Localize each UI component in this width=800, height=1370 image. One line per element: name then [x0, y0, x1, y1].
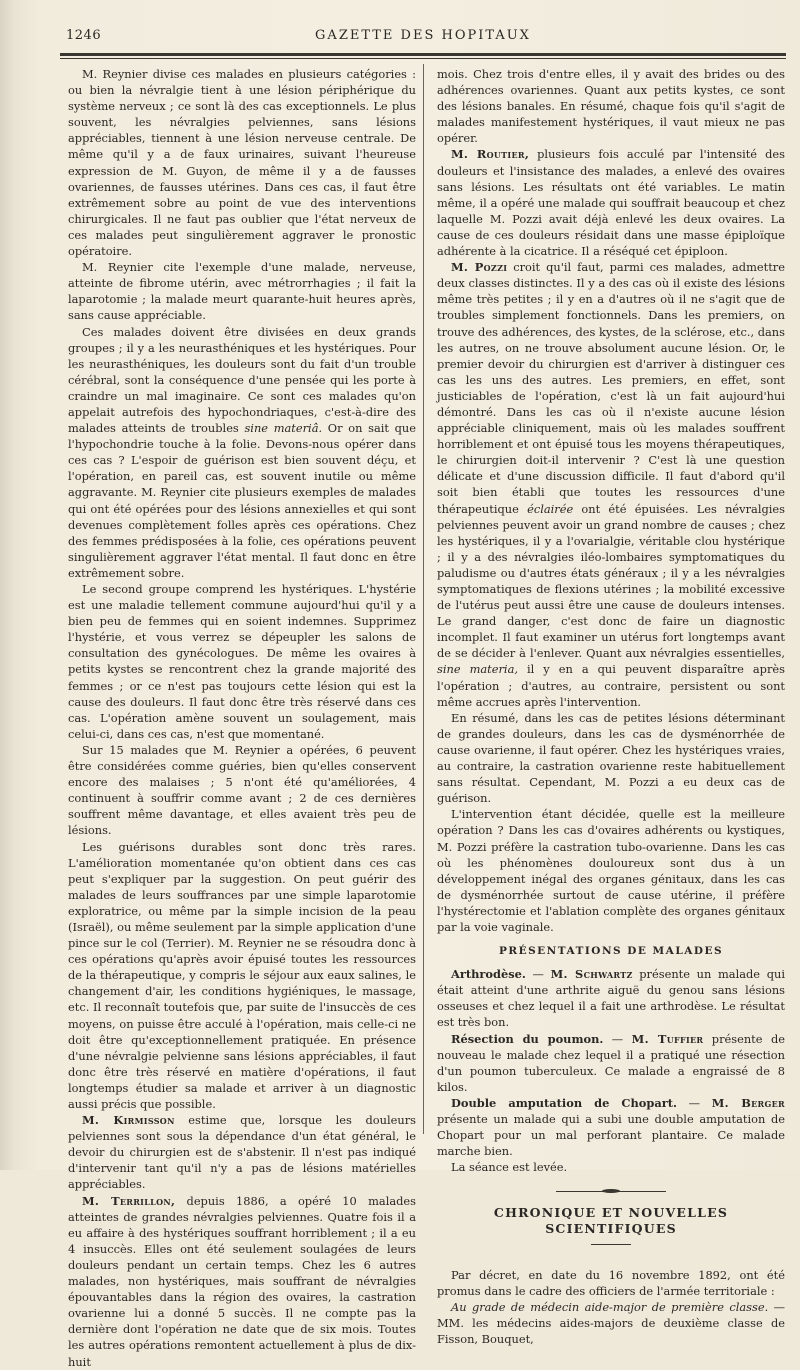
right-column	[437, 66, 785, 1347]
text-run: croit qu'il faut, parmi ces malades, admettre deux classes distinctes. Il y a des cas où il existe des lésions même très petites ; il y en a d'autres où il ne s'agit que de troubles simplement fonctionnels. Dans les premiers, on trouve des adhérences, des kystes, de la sclérose, etc., dans les autres, on ne trouve absolument aucune lésion. Or, le premier devoir du chirurgien est d'arriver à distinguer ces cas les uns des autres. Les premiers, en effet, sont justiciables de l'opération, c'est là un fait aujourd'hui démontré. Dans les cas où il n'existe aucune lésion appréciable cliniquement, mais où les malades souffrent horriblement et ont épuisé tous les moyens thérapeutiques, le chirurgien doit-il intervenir ? C'est là une question délicate et d'une discussion difficile. Il faut d'abord qu'il soit bien établi que toutes les ressources d'une thérapeutique	[437, 260, 785, 516]
paragraph: Par décret, en date du 16 novembre 1892, ont été promus dans le cadre des officiers de l'armée territoriale :	[437, 1267, 785, 1298]
paragraph	[437, 259, 785, 710]
paragraph: M. Reynier cite l'exemple d'une malade, nerveuse, atteinte de fibrome utérin, avec métrorrhagies ; il fait la laparotomie ; la malade meurt quarante-huit heures après, sans cause appréciable.	[68, 260, 416, 323]
speaker-name: M. Routier,	[451, 147, 530, 162]
text-run: ont été épuisées. Les névralgies pelviennes peuvent avoir un grand nombre de causes ; chez les hystériques, il y a l'ovarialgie, véritable clou hystérique ; il y a des névralgies iléo-lombaires symptomatiques du paludisme ou d'autres états généraux ; il y a les névralgies symptomatiques de flexions utérines ; la mobilité excessive de l'utérus peut aussi être une cause de douleurs intenses. Le grand danger, c'est donc de faire un diagnostic incomplet. Il faut examiner un utérus fort longtemps avant de se décider à l'enlever. Quant aux névralgies essentielles,	[437, 501, 785, 661]
paragraph: M. Reynier divise ces malades en plusieurs catégories : ou bien la névralgie tient à une lésion périphérique du système nerveux ; ce sont là des cas exceptionnels. Le plus souvent, les névralgies pelviennes, sans lésions appréciables, tiennent à une lésion nerveuse centrale. De même qu'il y a de faux urinaires, suivant l'heureuse expression de M. Guyon, de même il y a de fausses ovariennes, de fausses utérines. Dans ces cas, il faut être extrêmement sobre au point de vue des interventions chirurgicales. Il ne faut pas oublier que l'état nerveux de ces malades peut singulièrement aggraver le pronostic opératoire.	[68, 67, 416, 259]
text-run: présente un malade qui a subi une double amputation de Chopart pour un mal perforant plantaire. Ce malade marche bien.	[437, 1112, 785, 1159]
italic-run: sine materiâ.	[244, 421, 323, 436]
speaker-name: M. Pozzi	[451, 260, 508, 275]
paragraph: La séance est levée.	[451, 1160, 568, 1175]
speaker-name: M. Berger	[711, 1095, 785, 1110]
short-rule	[591, 1244, 631, 1245]
paragraph: Le second groupe comprend les hystériques. L'hystérie est une maladie tellement commune aujourd'hui qu'il y a bien peu de femmes qui en soient indemnes. Supprimez l'hystérie, et vous verrez se dépeupler les salons de consultation des gynécologues. De même les ovaires à petits kystes se rencontrent chez la grande majorité des femmes ; or ce n'est pas toujours cette lésion qui est la cause des douleurs. Il faut donc être très réservé dans ces cas. L'opération amène souvent un soulagement, mais celui-ci, dans ces cas, n'est que momentané.	[68, 582, 416, 741]
speaker-name: M. Tuffier	[631, 1031, 704, 1046]
paragraph: mois. Chez trois d'entre elles, il y avait des brides ou des adhérences ovariennes. Quant aux petits kystes, ce sont des lésions banales. En résumé, chaque fois qu'il s'agit de malades manifestement hystériques, il vaut mieux ne pas opérer.	[437, 67, 785, 146]
text-run: Ces malades doivent être divisées en deux grands groupes ; il y a les neurasthéniques et les hystériques. Pour les neurasthéniques, les douleurs sont du fait d'un trouble cérébral, sont la conséquence d'une pensée qui les porte à craindre un mal imaginaire. Ce sont ces malades qu'on appelait autrefois des hypochondriaques, c'est-à-dire des malades atteints de troubles	[68, 324, 416, 436]
header-rule-thin	[60, 58, 786, 59]
text-run: il y en a qui peuvent disparaître après l'opération ; d'autres, au contraire, persistent ou sont même accrues après l'intervention.	[437, 662, 785, 709]
paragraph	[68, 1112, 416, 1192]
entry-title: Double amputation de Chopart.	[451, 1095, 677, 1110]
paragraph: Les guérisons durables sont donc très rares. L'amélioration momentanée qu'on obtient dans ces cas peut s'expliquer par la suggestion. On peut guérir des malades de leurs souffrances par une simple laparotomie exploratrice, ou même par la simple incision de la peau (Israël), ou même seulement par la simple application d'une pince sur le col (Terrier). M. Reynier ne se résoudra donc à ces opérations qu'après avoir épuisé toutes les ressources de la thérapeutique, y compris le séjour aux eaux salines, le changement d'air, les conditions hygiéniques, le massage, etc. Il reconnaît toutefois que, par suite de l'insuccès de ces moyens, on puisse être acculé à l'opération, mais celle-ci ne doit être qu'exceptionnellement pratiquée. En présence d'une névralgie pelvienne sans lésions appréciables, il faut donc être très réservé en matière d'opérations, il faut longtemps étudier sa malade et arriver à un diagnostic aussi précis que possible.	[68, 839, 416, 1111]
header-rule-thick	[60, 53, 786, 56]
paragraph: Sur 15 malades que M. Reynier a opérées, 6 peuvent être considérées comme guéries, bien qu'elles conservent encore des malaises ; 5 n'ont été qu'améliorées, 4 continuent à souffrir comme avant ; 2 de ces dernières souffrent même davantage, et elles avaient très peu de lésions.	[68, 742, 416, 838]
speaker-name: M. Schwartz	[550, 967, 633, 982]
italic-run: Au grade de médecin aide-major de première classe.	[451, 1299, 769, 1314]
italic-run: sine materia,	[437, 662, 518, 677]
text-run: depuis 1886, a opéré 10 malades atteintes de grandes névralgies pelviennes. Quatre fois il a eu affaire à des hystériques souffrant horriblement ; il a eu 4 insuccès. Elles ont été seulement soulagées de leurs douleurs pendant un certain temps. Chez les 6 autres malades, non hystériques, mais souffrant de névralgies épouvantables dans la région des ovaires, la castration ovarienne lui a donné 5 succès. Il ne compte pas la dernière dont l'opération ne date que de six mois. Toutes les autres opérations remontent actuellement à plus de dix-huit	[68, 1193, 416, 1369]
section-heading-chronique: CHRONIQUE ET NOUVELLES SCIENTIFIQUES	[493, 1205, 729, 1237]
text-run: Or on sait que l'hypochondrie touche à la folie. Devons-nous opérer dans ces cas ? L'espoir de guérison est bien souvent déçu, et l'opération, en pareil cas, est souvent inutile ou même aggravante. M. Reynier cite plusieurs exemples de malades qui ont été opérées pour des lésions annexielles et qui sont devenues complètement folles après ces opérations. Chez des femmes prédisposées à la folie, ces opérations peuvent singulièrement aggraver l'état mental. Il faut donc en être extrêmement sobre.	[68, 421, 416, 580]
text-run: présente un malade qui était atteint d'une arthrite aiguë du genou sans lésions osseuses et chez lequel il a fait une arthrodèse. Le résultat est très bon.	[437, 967, 785, 1030]
entry-title: Résection du poumon.	[451, 1031, 604, 1046]
italic-run: éclairée	[527, 501, 574, 516]
journal-title: GAZETTE DES HOPITAUX	[315, 28, 531, 43]
text-run: — MM. les médecins aides-majors de deuxième classe de Fisson, Bouquet,	[437, 1299, 785, 1346]
entry-title: Arthrodèse.	[451, 967, 526, 982]
text-run: présente de nouveau le malade chez lequel il a pratiqué une résection d'un poumon tuberculeux. Ce malade a engraissé de 8 kilos.	[437, 1031, 785, 1094]
paragraph	[437, 146, 785, 259]
paragraph: L'intervention étant décidée, quelle est la meilleure opération ? Dans les cas d'ovaires adhérents ou kystiques, M. Pozzi préfère la castration tubo-ovarienne. Dans les cas où les phénomènes douloureux sont dus à un développement inégal des organes génitaux, dans les cas de dysménorrhée surtout de cause utérine, il préfère l'hystérectomie et l'ablation complète des organes génitaux par la voie vaginale.	[437, 807, 785, 934]
text-run: estime que, lorsque les douleurs pelviennes sont sous la dépendance d'un état général, le devoir du chirurgien est de s'abstenir. Il n'est pas indiqué d'intervenir tant qu'il n'y a pas de lésions matérielles appréciables.	[68, 1113, 416, 1192]
speaker-name: M. Kirmisson	[82, 1113, 175, 1128]
paragraph: Résection du poumon. — M. Tuffier présente de nouveau le malade chez lequel il a pratiqué une résection d'un poumon tuberculeux. Ce malade a engraissé de 8 kilos.	[437, 1031, 785, 1094]
paragraph: Double amputation de Chopart. — M. Berger présente un malade qui a subi une double amputation de Chopart pour un mal perforant plantaire. Ce malade marche bien.	[437, 1095, 785, 1159]
text-run: plusieurs fois acculé par l'intensité des douleurs et l'insistance des malades, a enlevé des ovaires sans lésions. Les résultats ont été variables. Le matin même, il a opéré une malade qui souffrait beaucoup et chez laquelle M. Pozzi avait déjà enlevé les deux ovaires. La cause de ces douleurs résidait dans une masse épiploïque adhérente à la cicatrice. Il a réséqué cet épiploon.	[437, 147, 785, 259]
page-header	[60, 28, 786, 50]
page-number: 1246	[66, 28, 102, 43]
paragraph	[68, 1193, 416, 1370]
paragraph: Arthrodèse. — M. Schwartz présente un malade qui était atteint d'une arthrite aiguë du genou sans lésions osseuses et chez lequel il a fait une arthrodèse. Le résultat est très bon.	[437, 967, 785, 1030]
paragraph	[68, 324, 416, 582]
section-heading-presentations: PRÉSENTATIONS DE MALADES	[498, 945, 724, 958]
ornamental-separator	[556, 1187, 666, 1195]
paragraph: En résumé, dans les cas de petites lésions déterminant de grandes douleurs, dans les cas de dysménorrhée de cause ovarienne, il faut opérer. Chez les hystériques vraies, au contraire, la castration ovarienne reste habituellement sans résultat. Cependant, M. Pozzi a eu deux cas de guérison.	[437, 710, 785, 806]
speaker-name: M. Terrillon,	[82, 1193, 176, 1208]
left-column	[68, 66, 416, 1370]
column-divider	[423, 64, 424, 1134]
paragraph	[437, 1299, 785, 1347]
